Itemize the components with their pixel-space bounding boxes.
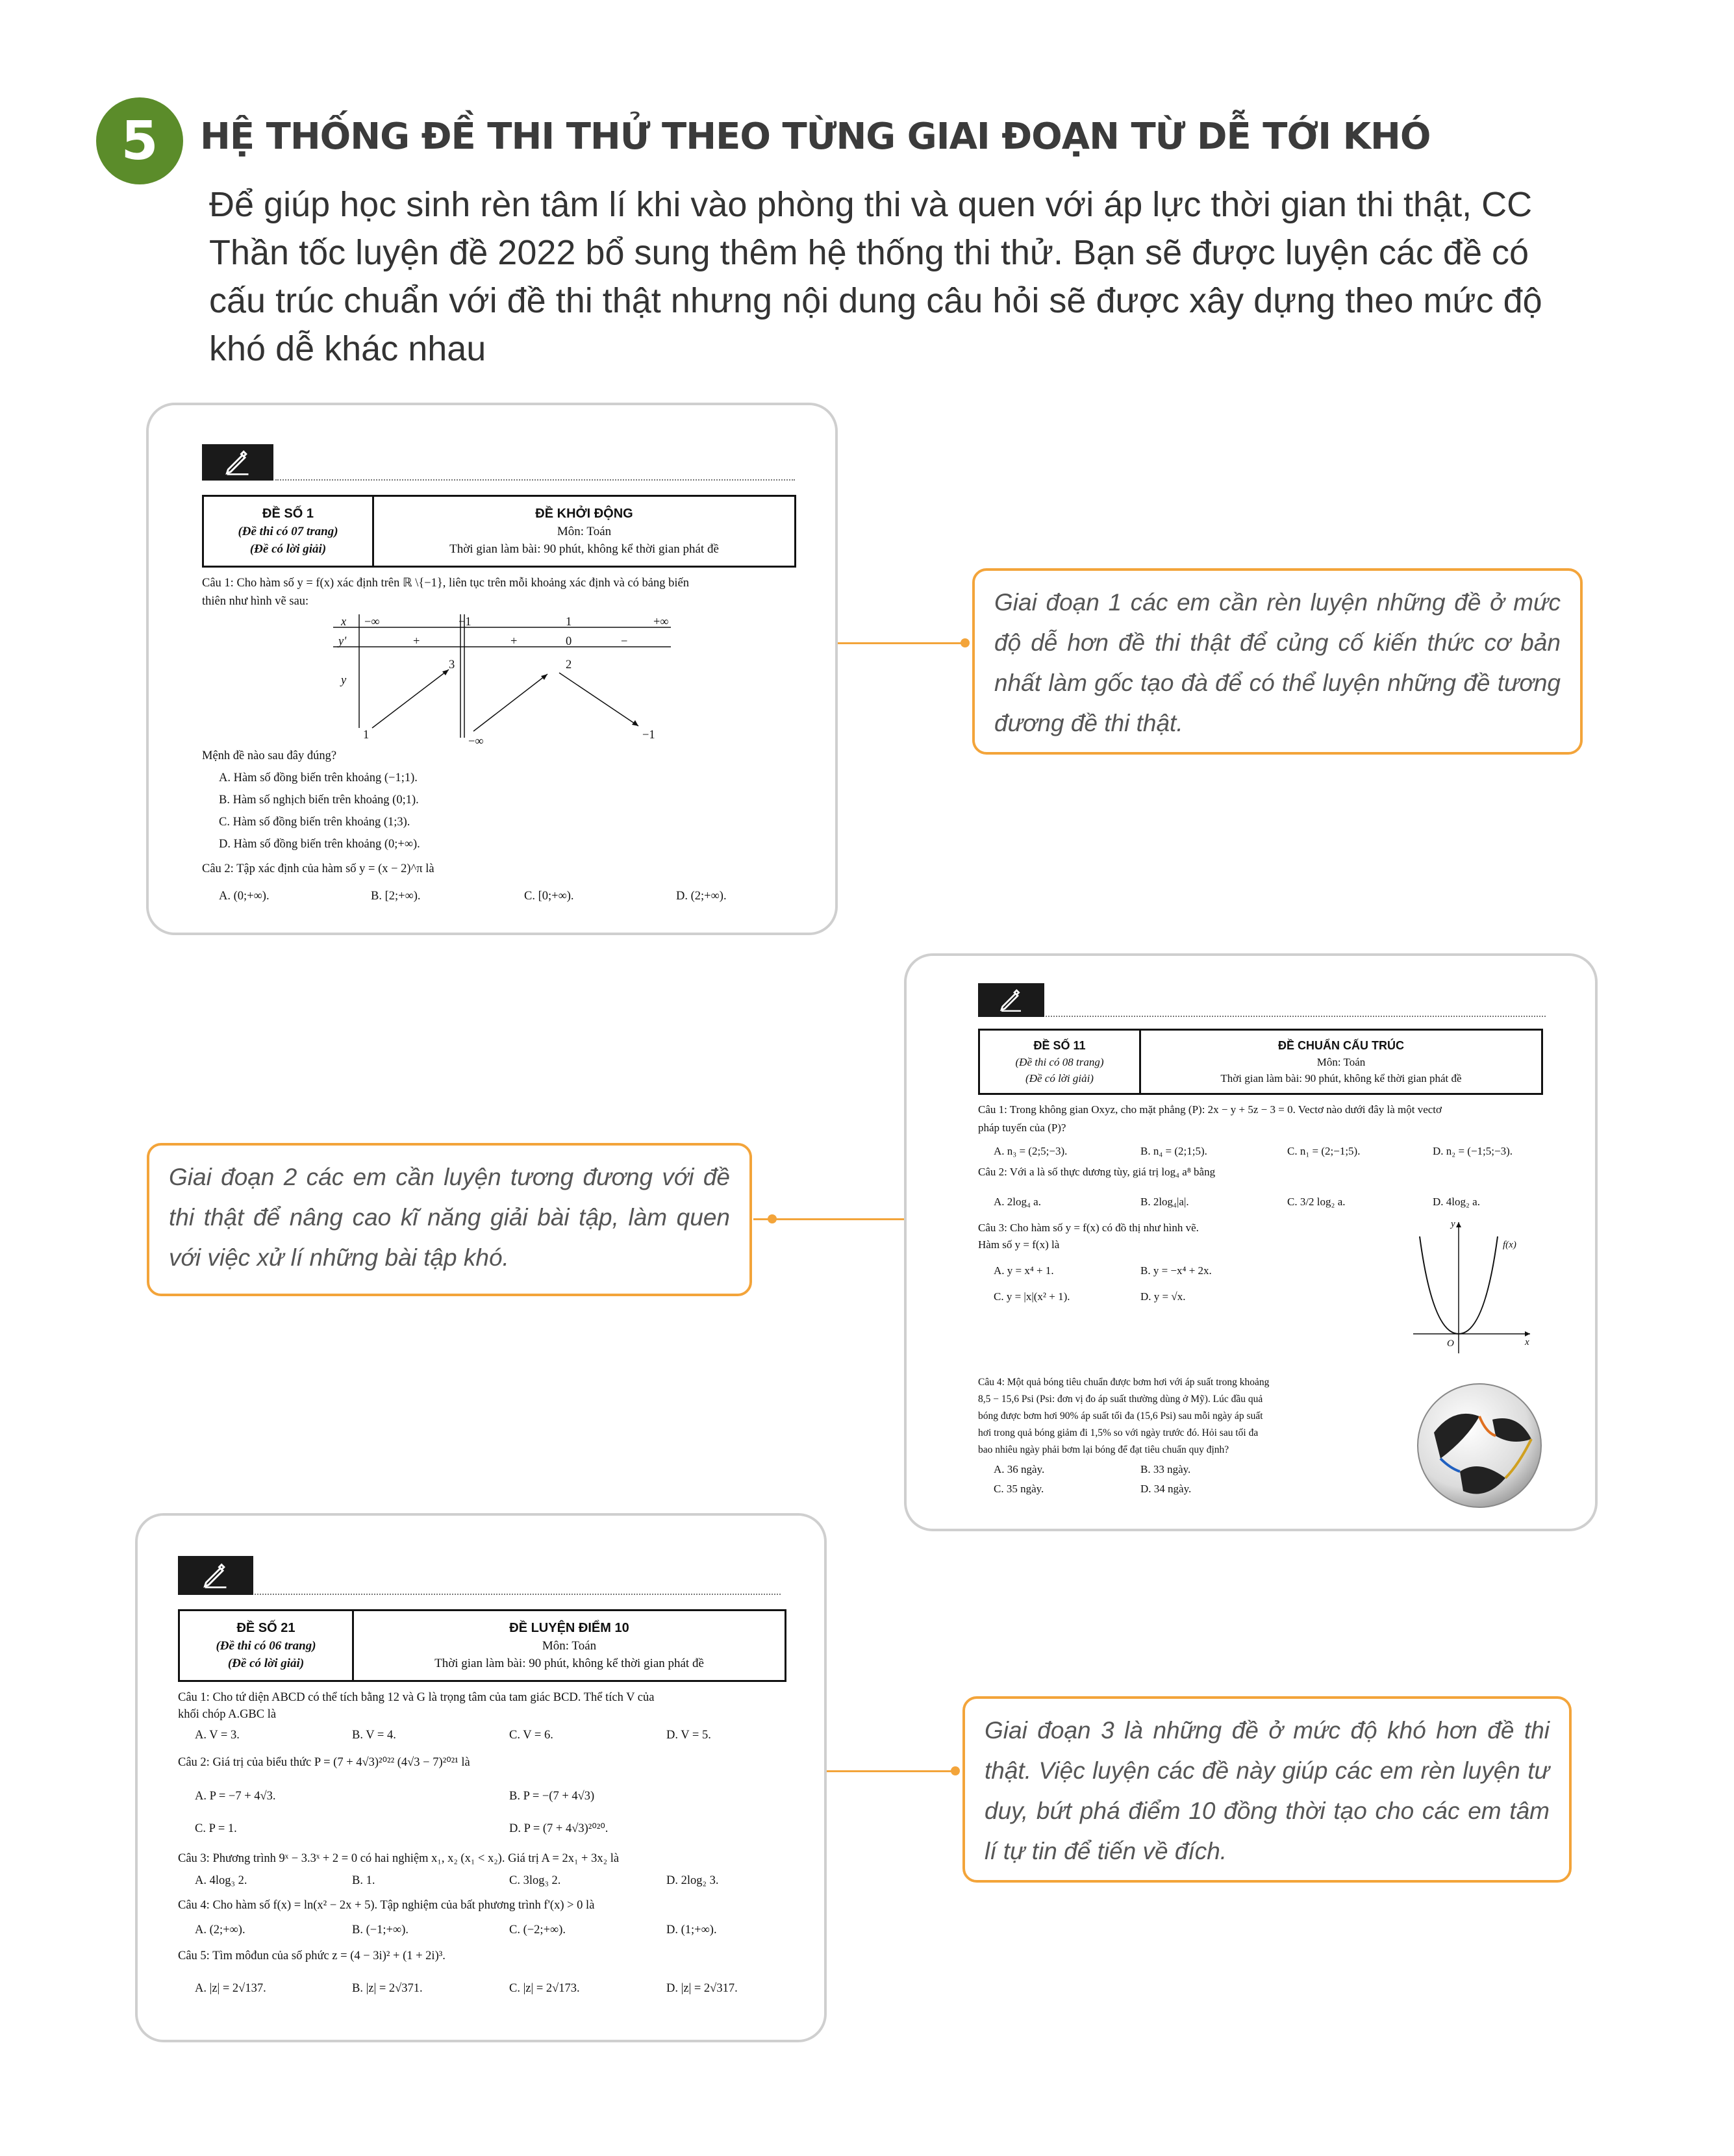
question-1-line-1: Câu 1: Cho hàm số y = f(x) xác định trên ℝ \{−1}, liên tục trên mỗi khoảng xác định và có bảng biến — [202, 577, 689, 590]
answer-option: B. n₄ = (2;1;5). — [1140, 1145, 1207, 1157]
exam-preview-1 — [146, 403, 838, 935]
answer-option: C. Hàm số đồng biến trên khoảng (1;3). — [219, 816, 410, 829]
dotted-rule — [1046, 1016, 1546, 1017]
stage-3-text: Giai đoạn 3 là những đề ở mức độ khó hơn đề thi thật. Việc luyện các đề này giúp các em rèn luyện tư duy, bứt phá điểm 10 đồng thời tạo cho các em tâm lí tự tin để tiến về đích. — [985, 1717, 1550, 1864]
section-title: HỆ THỐNG ĐỀ THI THỬ THEO TỪNG GIAI ĐOẠN TỪ DỄ TỚI KHÓ — [200, 116, 1431, 158]
question-4-line: Câu 4: Một quả bóng tiêu chuẩn được bơm hơi với áp suất trong khoảng — [978, 1377, 1270, 1388]
question-4-line: bóng được bơm hơi 90% áp suất tối đa (15,6 Psi) sau mỗi ngày áp suất — [978, 1410, 1263, 1422]
answer-option: C. (−2;+∞). — [509, 1924, 566, 1937]
graph-function-label: f(x) — [1503, 1240, 1516, 1250]
pencil-icon — [978, 983, 1044, 1017]
answer-option: A. (0;+∞). — [219, 890, 270, 903]
answer-option: C. P = 1. — [195, 1822, 237, 1835]
answer-option: D. 34 ngày. — [1140, 1483, 1192, 1495]
stage-2-text: Giai đoạn 2 các em cần luyện tương đương với đề thi thật để nâng cao kĩ năng giải bài tập, làm quen với việc xử lí những bài tập khó. — [169, 1164, 730, 1271]
variation-table — [333, 614, 671, 744]
connector-line — [838, 642, 965, 644]
answer-option: D. (1;+∞). — [666, 1924, 717, 1937]
answer-option: C. n₁ = (2;−1;5). — [1287, 1145, 1361, 1157]
answer-option: B. V = 4. — [352, 1729, 396, 1742]
question-1-line-2: khối chóp A.GBC là — [178, 1708, 277, 1721]
question-4-line: hơi trong quả bóng giảm đi 1,5% so với ngày trước đó. Hỏi sau tối đa — [978, 1427, 1259, 1438]
exam-preview-2 — [904, 953, 1598, 1531]
stage-1-text: Giai đoạn 1 các em cần rèn luyện những đề ở mức độ dễ hơn đề thi thật để củng cố kiến thức cơ bản nhất làm gốc tạo đà để có thể luyện những đề tương đương đề thi thật. — [994, 589, 1561, 736]
answer-option: A. 2log₄ a. — [994, 1196, 1041, 1208]
question-1-prompt: Mệnh đề nào sau đây đúng? — [202, 749, 337, 762]
answer-option: C. 35 ngày. — [994, 1483, 1044, 1495]
connector-dot — [961, 638, 970, 647]
answer-option: B. 1. — [352, 1874, 375, 1887]
graph-x-label: x — [1525, 1337, 1529, 1348]
question-2: Câu 2: Với a là số thực dương tùy, giá trị log₄ a⁸ bằng — [978, 1166, 1216, 1178]
section-number-badge: 5 — [96, 97, 183, 184]
answer-option: D. Hàm số đồng biến trên khoảng (0;+∞). — [219, 838, 420, 851]
question-1-line-2: pháp tuyến của (P)? — [978, 1122, 1066, 1134]
answer-option: B. Hàm số nghịch biến trên khoảng (0;1). — [219, 794, 419, 807]
exam-preview-3 — [135, 1513, 827, 2042]
stage-3-note — [962, 1696, 1572, 1883]
exam-solution-note: (Đề có lời giải) — [1025, 1072, 1094, 1084]
table-x-value: 1 — [566, 616, 572, 629]
question-1-line-1: Câu 1: Cho tứ diện ABCD có thể tích bằng 12 và G là trọng tâm của tam giác BCD. Thể tích V của — [178, 1691, 655, 1704]
answer-option: D. |z| = 2√317. — [666, 1982, 738, 1995]
pencil-icon — [178, 1556, 253, 1595]
answer-option: A. n₃ = (2;5;−3). — [994, 1145, 1068, 1157]
answer-option: D. 2log₂ 3. — [666, 1874, 719, 1887]
exam-subject: Môn: Toán — [557, 524, 612, 538]
answer-option: D. V = 5. — [666, 1729, 711, 1742]
connector-dot — [768, 1214, 777, 1223]
exam-solution-note: (Đề có lời giải) — [249, 542, 327, 556]
answer-option: D. n₂ = (−1;5;−3). — [1433, 1145, 1513, 1157]
soccer-ball-image — [1414, 1381, 1544, 1510]
table-y-value: 3 — [449, 658, 455, 671]
exam-pages: (Đề thi có 08 trang) — [1015, 1055, 1104, 1068]
table-yprime-sign: + — [413, 635, 420, 648]
answer-option: B. |z| = 2√371. — [352, 1982, 423, 1995]
answer-option: C. 3log₃ 2. — [509, 1874, 561, 1887]
answer-option: D. P = (7 + 4√3)²⁰²⁰. — [509, 1822, 609, 1835]
graph-origin-label: O — [1447, 1338, 1454, 1349]
answer-option: D. (2;+∞). — [676, 890, 727, 903]
answer-option: A. y = x⁴ + 1. — [994, 1264, 1054, 1277]
answer-option: D. 4log₂ a. — [1433, 1196, 1480, 1208]
exam-name: ĐỀ CHUẨN CẤU TRÚC — [1278, 1038, 1404, 1052]
exam-code: ĐỀ SỐ 21 — [236, 1620, 295, 1635]
dotted-rule — [275, 479, 795, 481]
table-y-value: 1 — [363, 729, 370, 742]
stage-1-note — [972, 568, 1583, 755]
connector-line — [827, 1770, 955, 1772]
answer-option: B. [2;+∞). — [371, 890, 421, 903]
function-graph — [1407, 1217, 1537, 1360]
stage-2-note — [147, 1143, 752, 1296]
answer-option: A. 4log₃ 2. — [195, 1874, 247, 1887]
question-1-line-1: Câu 1: Trong không gian Oxyz, cho mặt phẳng (P): 2x − y + 5z − 3 = 0. Vectơ nào dưới đây là một vectơ — [978, 1103, 1442, 1116]
table-yprime-sign: − — [621, 635, 628, 648]
answer-option: A. V = 3. — [195, 1729, 240, 1742]
question-2: Câu 2: Tập xác định của hàm số y = (x − 2)^π là — [202, 862, 434, 875]
table-yprime-sign: + — [510, 635, 518, 648]
answer-option: A. Hàm số đồng biến trên khoảng (−1;1). — [219, 771, 418, 784]
exam-time: Thời gian làm bài: 90 phút, không kể thời gian phát đề — [449, 542, 719, 556]
pencil-icon — [202, 444, 273, 481]
answer-option: B. y = −x⁴ + 2x. — [1140, 1264, 1212, 1277]
exam-pages: (Đề thi có 06 trang) — [216, 1638, 316, 1653]
table-y-value: 2 — [566, 658, 572, 671]
exam-code: ĐỀ SỐ 11 — [1033, 1038, 1086, 1052]
table-x-label: x — [341, 616, 347, 629]
exam-subject: Môn: Toán — [1316, 1055, 1366, 1068]
question-4-line: bao nhiêu ngày phải bơm lại bóng để đạt tiêu chuẩn quy định? — [978, 1444, 1229, 1455]
dotted-rule — [255, 1594, 781, 1595]
answer-option: C. |z| = 2√173. — [509, 1982, 580, 1995]
exam-header — [202, 495, 796, 568]
answer-option: B. (−1;+∞). — [352, 1924, 408, 1937]
table-y-value: −∞ — [468, 735, 484, 748]
answer-option: B. 2log₄|a|. — [1140, 1196, 1189, 1208]
answer-option: A. P = −7 + 4√3. — [195, 1790, 276, 1803]
answer-option: C. V = 6. — [509, 1729, 553, 1742]
exam-time: Thời gian làm bài: 90 phút, không kể thời gian phát đề — [1220, 1072, 1462, 1084]
table-y-value: −1 — [642, 729, 655, 742]
connector-dot — [951, 1766, 960, 1775]
table-x-value: −∞ — [364, 616, 380, 629]
exam-subject: Môn: Toán — [542, 1638, 597, 1653]
table-x-value: −1 — [459, 616, 471, 629]
table-y-label: y — [341, 674, 347, 687]
exam-pages: (Đề thi có 07 trang) — [238, 524, 338, 538]
exam-header — [978, 1029, 1543, 1095]
question-4: Câu 4: Cho hàm số f(x) = ln(x² − 2x + 5). Tập nghiệm của bất phương trình f'(x) > 0 là — [178, 1899, 595, 1912]
answer-option: A. (2;+∞). — [195, 1924, 245, 1937]
answer-option: A. 36 ngày. — [994, 1463, 1045, 1475]
exam-code: ĐỀ SỐ 1 — [262, 506, 314, 521]
exam-name: ĐỀ LUYỆN ĐIỂM 10 — [509, 1620, 629, 1635]
question-5: Câu 5: Tìm môđun của số phức z = (4 − 3i)² + (1 + 2i)³. — [178, 1949, 446, 1962]
question-4-line: 8,5 − 15,6 Psi (Psi: đơn vị đo áp suất thường dùng ở Mỹ). Lúc đầu quả — [978, 1394, 1263, 1405]
exam-solution-note: (Đề có lời giải) — [227, 1656, 305, 1670]
answer-option: C. [0;+∞). — [524, 890, 574, 903]
answer-option: C. 3/2 log₂ a. — [1287, 1196, 1346, 1208]
answer-option: C. y = |x|(x² + 1). — [994, 1290, 1070, 1303]
answer-option: D. y = √x. — [1140, 1290, 1186, 1303]
answer-option: B. 33 ngày. — [1140, 1463, 1191, 1475]
graph-y-label: y — [1451, 1219, 1455, 1229]
section-intro: Để giúp học sinh rèn tâm lí khi vào phòng thi và quen với áp lực thời gian thi thật, CC Thần tốc luyện đề 2022 bổ sung thêm hệ thống thi thử. Bạn sẽ được luyện các đề có cấu trúc chuẩn với đề thi thật nhưng nội dung câu hỏi sẽ được xây dựng theo mức độ khó dễ khác nhau — [209, 185, 1542, 368]
table-yprime-sign: 0 — [566, 635, 572, 648]
answer-option: A. |z| = 2√137. — [195, 1982, 266, 1995]
question-3: Câu 3: Phương trình 9ˣ − 3.3ˣ + 2 = 0 có hai nghiệm x₁, x₂ (x₁ < x₂). Giá trị A = 2x₁ + 3x₂ là — [178, 1852, 620, 1865]
answer-option: B. P = −(7 + 4√3) — [509, 1790, 595, 1803]
table-yprime-label: y' — [338, 635, 347, 648]
question-3-line-1: Câu 3: Cho hàm số y = f(x) có đồ thị như hình vẽ. — [978, 1222, 1199, 1234]
question-2: Câu 2: Giá trị của biểu thức P = (7 + 4√3)²⁰²² (4√3 − 7)²⁰²¹ là — [178, 1756, 470, 1769]
exam-time: Thời gian làm bài: 90 phút, không kể thời gian phát đề — [434, 1656, 704, 1670]
table-x-value: +∞ — [653, 616, 669, 629]
question-1-line-2: thiên như hình vẽ sau: — [202, 595, 309, 608]
exam-header — [178, 1609, 786, 1682]
exam-name: ĐỀ KHỞI ĐỘNG — [535, 506, 633, 521]
question-3-line-2: Hàm số y = f(x) là — [978, 1238, 1060, 1251]
